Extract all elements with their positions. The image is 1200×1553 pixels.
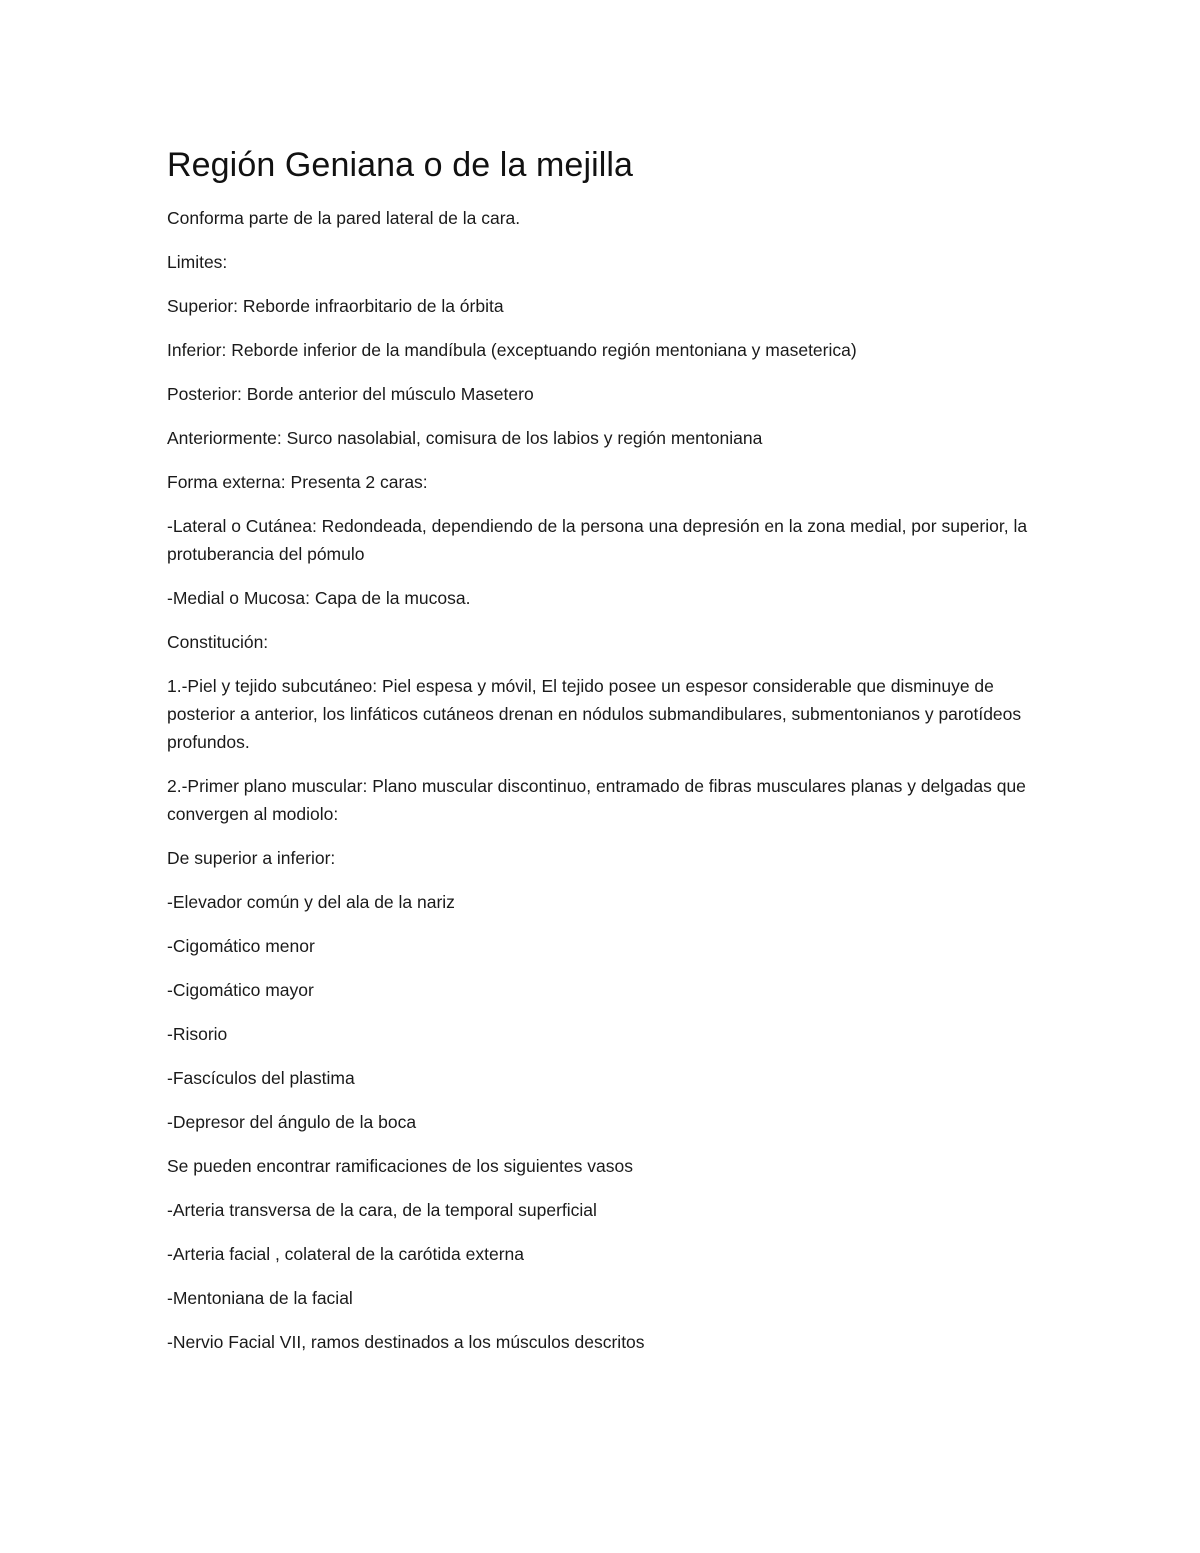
paragraph-cara-medial: -Medial o Mucosa: Capa de la mucosa. xyxy=(167,588,471,608)
list-item-cigomatico-mayor: -Cigomático mayor xyxy=(167,980,314,1000)
paragraph-plano-muscular: 2.-Primer plano muscular: Plano muscular discontinuo, entramado de fibras musculares planas y delgadas que convergen al modiolo: xyxy=(167,776,1026,824)
list-item-nervio-facial: -Nervio Facial VII, ramos destinados a los músculos descritos xyxy=(167,1332,645,1352)
paragraph-vasos-heading: Se pueden encontrar ramificaciones de los siguientes vasos xyxy=(167,1156,633,1176)
list-item-cigomatico-menor: -Cigomático menor xyxy=(167,936,315,956)
list-item-arteria-facial: -Arteria facial , colateral de la carótida externa xyxy=(167,1244,524,1264)
list-item-elevador: -Elevador común y del ala de la nariz xyxy=(167,892,455,912)
list-item-risorio: -Risorio xyxy=(167,1024,228,1044)
list-item-fasciculos: -Fascículos del plastima xyxy=(167,1068,355,1088)
paragraph-cara-lateral: -Lateral o Cutánea: Redondeada, dependiendo de la persona una depresión en la zona medial, por superior, la protuberancia del pómulo xyxy=(167,516,1028,564)
paragraph-limites-heading: Limites: xyxy=(167,252,228,272)
paragraph-constitucion-heading: Constitución: xyxy=(167,632,269,652)
list-item-arteria-transversa: -Arteria transversa de la cara, de la temporal superficial xyxy=(167,1200,597,1220)
paragraph-orden-heading: De superior a inferior: xyxy=(167,848,336,868)
paragraph-intro: Conforma parte de la pared lateral de la cara. xyxy=(167,208,521,228)
paragraph-forma-externa: Forma externa: Presenta 2 caras: xyxy=(167,472,428,492)
paragraph-limite-inferior: Inferior: Reborde inferior de la mandíbula (exceptuando región mentoniana y maseterica) xyxy=(167,340,857,360)
list-item-mentoniana: -Mentoniana de la facial xyxy=(167,1288,353,1308)
paragraph-limite-superior: Superior: Reborde infraorbitario de la órbita xyxy=(167,296,504,316)
document-body xyxy=(167,140,1037,1372)
document-title: Región Geniana o de la mejilla xyxy=(167,146,634,184)
paragraph-piel-subcutaneo: 1.-Piel y tejido subcutáneo: Piel espesa y móvil, El tejido posee un espesor considerable que disminuye de posterior a anterior, los linfáticos cutáneos drenan en nódulos submandibulares, submentonianos y parotídeos profundos. xyxy=(167,676,1022,752)
paragraph-limite-posterior: Posterior: Borde anterior del músculo Masetero xyxy=(167,384,534,404)
paragraph-limite-anterior: Anteriormente: Surco nasolabial, comisura de los labios y región mentoniana xyxy=(167,428,763,448)
list-item-depresor: -Depresor del ángulo de la boca xyxy=(167,1112,417,1132)
